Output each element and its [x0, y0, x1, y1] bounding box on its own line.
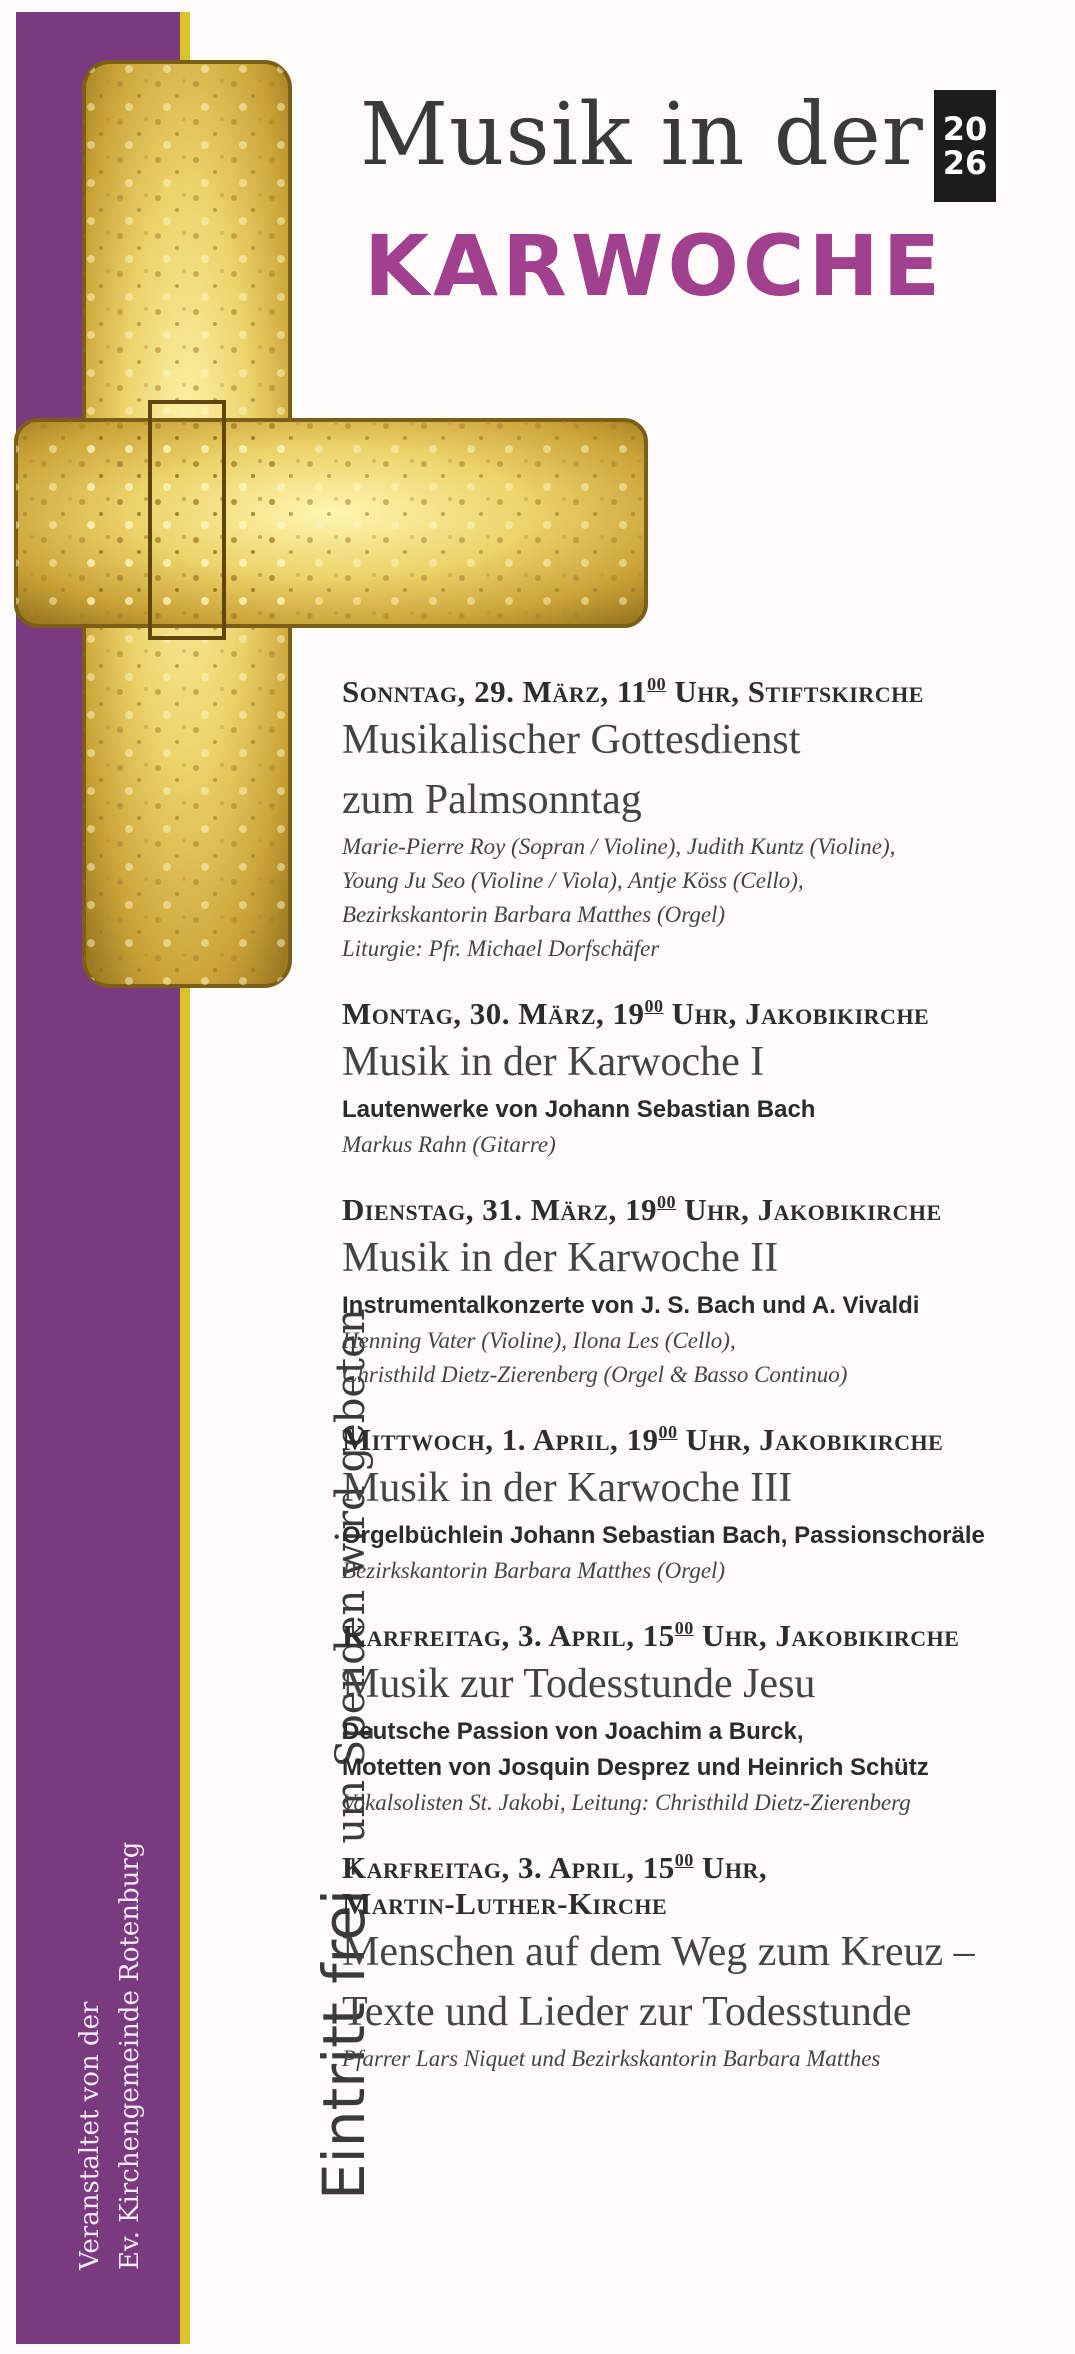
title-line-1: Musik in der	[360, 85, 924, 185]
event-performers: Vokalsolisten St. Jakobi, Leitung: Christhild Dietz-Zierenberg	[342, 1790, 911, 1815]
event-title: zum Palmsonntag	[342, 777, 642, 823]
year-badge	[934, 90, 996, 202]
organizer-note	[70, 1842, 150, 2270]
event-heading-venue: Uhr, Jakobikirche	[663, 996, 930, 1031]
event-program: Motetten von Josquin Desprez und Heinrich Schütz	[342, 1754, 929, 1781]
organizer-line-1: Veranstaltet von der	[75, 2001, 105, 2270]
event-title: Musik in der Karwoche I	[342, 1039, 765, 1085]
event-performers: Bezirkskantorin Barbara Matthes (Orgel)	[342, 1558, 726, 1583]
event-heading-minutes: 00	[647, 674, 667, 694]
event-heading-venue: Uhr, Stiftskirche	[666, 674, 924, 709]
events-list	[342, 674, 1062, 2106]
event-heading-minutes: 00	[674, 1618, 694, 1638]
event-heading	[342, 1422, 1062, 1458]
event-heading	[342, 674, 1062, 710]
organizer-line-2: Ev. Kirchengemeinde Rotenburg	[115, 1841, 145, 2270]
event-title: Texte und Lieder zur Todesstunde	[342, 1989, 912, 2035]
event-performers: Bezirkskantorin Barbara Matthes (Orgel)	[342, 902, 726, 927]
event-performers: Christhild Dietz-Zierenberg (Orgel & Basso Continuo)	[342, 1362, 848, 1387]
event-heading-date: Dienstag, 31. März, 19	[342, 1192, 657, 1227]
event-performers: Liturgie: Pfr. Michael Dorfschäfer	[342, 936, 660, 961]
event-heading-minutes: 00	[657, 1192, 676, 1212]
event-heading-date: Karfreitag, 3. April, 15	[342, 1618, 675, 1653]
event-title: Musik in der Karwoche II	[342, 1235, 779, 1281]
event-title: Musik zur Todesstunde Jesu	[342, 1661, 816, 1707]
event-performers: Markus Rahn (Gitarre)	[342, 1132, 556, 1157]
event-item	[342, 1422, 1062, 1588]
year-badge-bottom: 26	[942, 144, 988, 182]
event-heading-minutes: 00	[658, 1422, 678, 1442]
event-program: Deutsche Passion von Joachim a Burck,	[342, 1718, 804, 1745]
event-title: Musikalischer Gottesdienst	[342, 717, 801, 763]
event-performers: Pfarrer Lars Niquet und Bezirkskantorin Barbara Matthes	[342, 2046, 881, 2071]
event-performers: Young Ju Seo (Violine / Viola), Antje Köss (Cello),	[342, 868, 804, 893]
event-heading-venue: Uhr, Jakobikirche	[676, 1192, 942, 1227]
event-heading	[342, 1850, 1062, 1886]
event-program: Lautenwerke von Johann Sebastian Bach	[342, 1096, 816, 1123]
event-heading-venue: Uhr, Jakobikirche	[693, 1618, 960, 1653]
event-heading-date: Sonntag, 29. März, 11	[342, 674, 648, 709]
event-heading-venue: Uhr, Jakobikirche	[677, 1422, 944, 1457]
event-item	[342, 1192, 1062, 1392]
event-title: Musik in der Karwoche III	[342, 1465, 793, 1511]
event-heading-date: Karfreitag, 3. April, 15	[342, 1850, 675, 1885]
event-item	[342, 996, 1062, 1162]
event-heading-venue: Uhr,	[693, 1850, 768, 1885]
event-heading	[342, 996, 1062, 1032]
event-item	[342, 1850, 1062, 2076]
event-program: Orgelbüchlein Johann Sebastian Bach, Passionschoräle	[342, 1522, 985, 1549]
event-item	[342, 674, 1062, 966]
title-line-2: KARWOCHE	[364, 217, 945, 315]
event-program: Instrumentalkonzerte von J. S. Bach und A. Vivaldi	[342, 1292, 920, 1319]
event-performers: Marie-Pierre Roy (Sopran / Violine), Judith Kuntz (Violine),	[342, 834, 896, 859]
event-heading-date: Montag, 30. März, 19	[342, 996, 645, 1031]
event-heading-date: Mittwoch, 1. April, 19	[342, 1422, 659, 1457]
admission-sub: – um Spenden wird gebeten	[328, 1308, 374, 1890]
admission-main: Eintritt frei	[310, 1889, 378, 2200]
event-heading-line-2: Martin-Luther-Kirche	[342, 1886, 668, 1921]
event-heading-minutes: 00	[644, 996, 664, 1016]
event-heading-minutes: 00	[674, 1850, 694, 1870]
event-title: Menschen auf dem Weg zum Kreuz –	[342, 1929, 975, 1975]
event-item	[342, 1618, 1062, 1820]
event-heading	[342, 1192, 1062, 1228]
event-performers: Henning Vater (Violine), Ilona Les (Cello),	[342, 1328, 736, 1353]
year-badge-top: 20	[942, 110, 988, 148]
event-heading	[342, 1618, 1062, 1654]
